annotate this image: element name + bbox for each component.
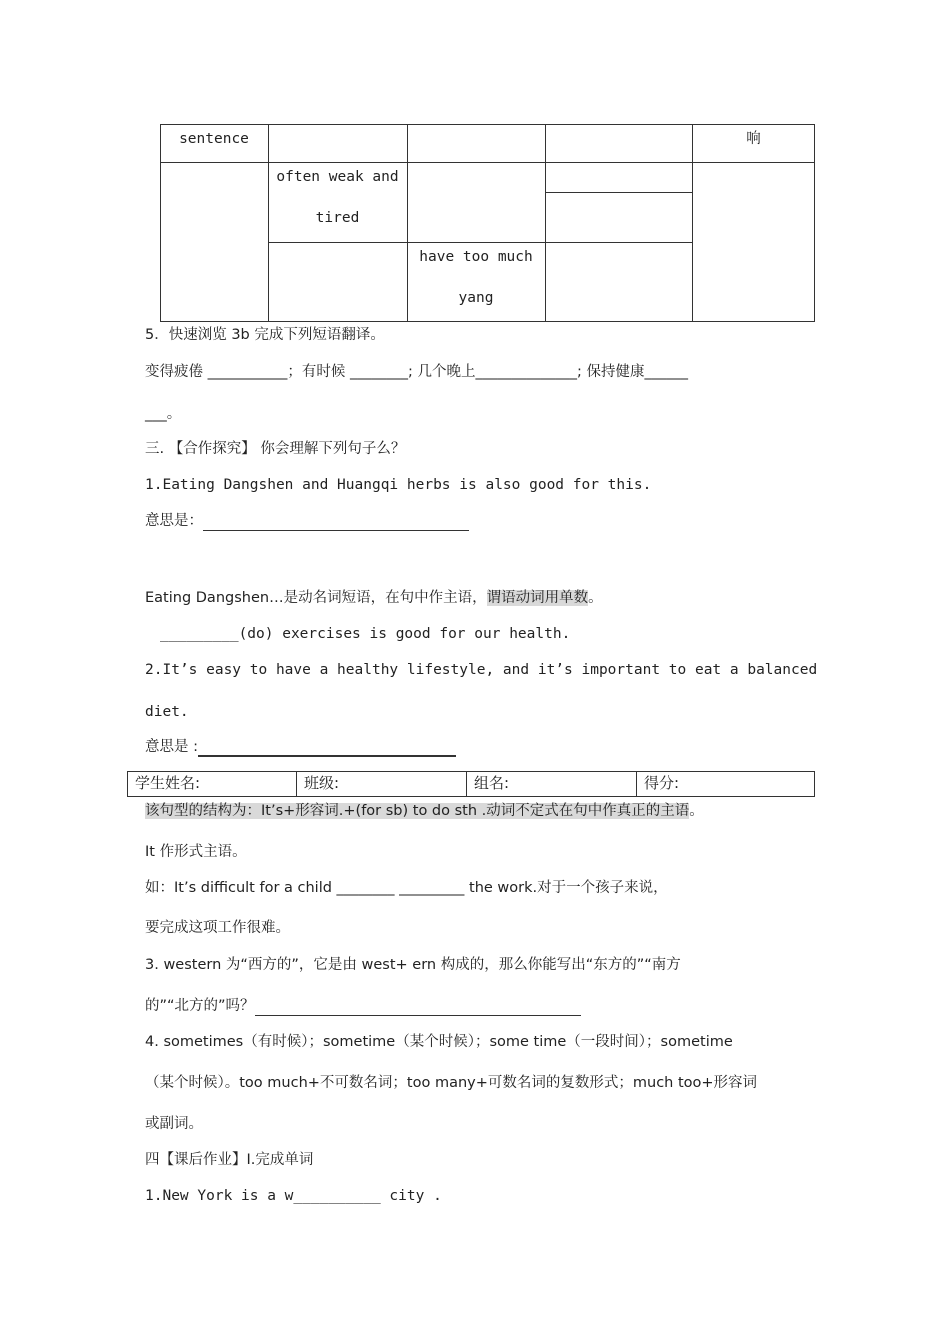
q5-phrases-line: 变得疲倦 ___________；有时候 ________; 几个晚上______________; 保持健康______ — [145, 364, 688, 380]
table-cell-xiang: 响 — [746, 131, 761, 147]
q4-line1: 4. sometimes（有时候）；sometime（某个时候）；some time（一段时间）；sometime — [145, 1034, 733, 1050]
homework-q1: 1.New York is a w__________ city . — [145, 1188, 442, 1204]
exercise-1: _________(do) exercises is good for our health. — [160, 626, 571, 642]
structure-note — [145, 801, 704, 821]
sentence-2-meaning — [145, 737, 456, 757]
q5-phrases-line-cont: ___。 — [145, 406, 182, 422]
section4-heading: 四【课后作业】Ⅰ.完成单词 — [145, 1152, 314, 1168]
meaning-label: 意思是 : — [145, 739, 198, 755]
q3-line2-text: 的”“北方的”吗？ — [145, 998, 255, 1014]
example-line2: 要完成这项工作很难。 — [145, 920, 290, 936]
q5-heading: 5．快速浏览 3b 完成下列短语翻译。 — [145, 327, 385, 343]
formal-subject-note: It 作形式主语。 — [145, 844, 247, 860]
sentence-1-meaning — [145, 511, 469, 531]
class-field[interactable]: 班级: — [304, 774, 340, 792]
sentence-2-line2: diet. — [145, 704, 189, 720]
table-cell-yang-line2: yang — [458, 290, 494, 306]
table-cell-weak-line1: often weak and — [276, 169, 399, 185]
student-name-field[interactable]: 学生姓名: — [135, 774, 201, 792]
answer-blank[interactable] — [203, 530, 469, 531]
sentence-2-line1: 2.It’s easy to have a healthy lifestyle, and it’s important to eat a balanced — [145, 662, 818, 678]
note-gerund-highlight: 谓语动词用单数 — [486, 590, 589, 606]
q3-line2 — [145, 996, 581, 1016]
note-gerund-end: 。 — [588, 590, 603, 606]
table-cell-sentence: sentence — [179, 131, 249, 147]
note-gerund — [145, 588, 603, 608]
q4-line2: （某个时候）。too much+不可数名词；too many+可数名词的复数形式；much too+形容词 — [145, 1075, 758, 1091]
answer-blank[interactable] — [198, 755, 456, 757]
table-cell-weak-line2: tired — [315, 210, 360, 226]
example-line1: 如：It’s difficult for a child ________ _________ the work.对于一个孩子来说， — [145, 880, 668, 896]
sentence-1: 1.Eating Dangshen and Huangqi herbs is also good for this. — [145, 477, 652, 493]
structure-note-highlight: 该句型的结构为：It’s+形容词.+(for sb) to do sth .动词不定式在句中作真正的主语 — [145, 803, 690, 819]
section3-heading: 三. 【合作探究】 你会理解下列句子么？ — [145, 441, 406, 457]
answer-blank[interactable] — [255, 1015, 581, 1016]
meaning-label: 意思是： — [145, 513, 203, 529]
q3-line1: 3. western 为“西方的”，它是由 west+ ern 构成的，那么你能写出“东方的”“南方 — [145, 957, 681, 973]
score-field[interactable]: 得分: — [644, 774, 680, 792]
group-field[interactable]: 组名: — [474, 774, 510, 792]
structure-note-end: 。 — [689, 803, 704, 819]
table-cell-yang-line1: have too much — [419, 249, 533, 265]
q4-line3: 或副词。 — [145, 1116, 203, 1132]
note-gerund-text: Eating Dangshen…是动名词短语，在句中作主语， — [145, 590, 487, 606]
